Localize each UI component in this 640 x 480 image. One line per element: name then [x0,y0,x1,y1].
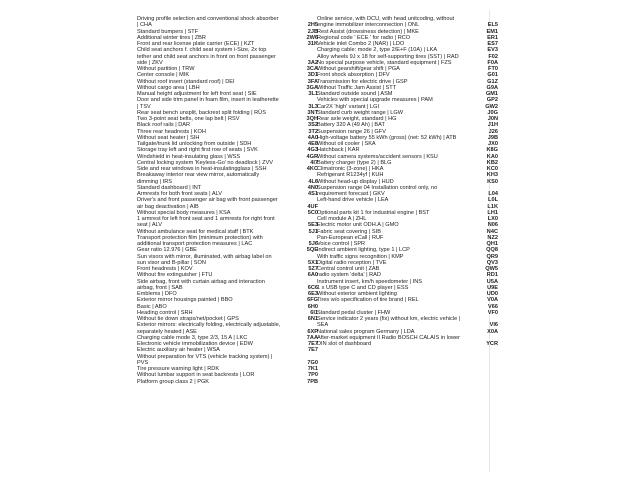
equipment-description: Front shock absorption | DFV [317,72,390,79]
equipment-code: 2W6 [306,34,318,41]
left-equipment-entry [137,354,318,367]
equipment-code: 5J1 [308,228,318,235]
equipment-code: 4GR [306,153,318,160]
equipment-code: QR9 [486,253,498,260]
equipment-description: Standard pedal cluster | FHW [317,309,391,316]
equipment-code: 5QE [306,247,318,254]
equipment-description: Online service, with DCU, with head unitcoding, without engine immobilizer interconnection | ONL [317,16,455,29]
equipment-description: Standard dashboard | INT [137,184,202,191]
equipment-code: 4A0 [307,134,318,141]
equipment-description: Vehicles with special upgrade measures | PAM [317,97,433,104]
equipment-description: Transmission for electric drive | GSP [317,78,408,85]
equipment-code: J0N [487,116,498,122]
equipment-code: 4S1 [308,191,318,197]
equipment-code: 2H5 [307,22,318,29]
equipment-description: Climatronic (3-zone) | HKA [317,166,384,172]
equipment-description: Heading control | SRH [137,309,193,316]
equipment-code: 7K1 [307,366,318,372]
equipment-description: Without fire extinguisher | FTU [137,272,213,279]
equipment-code: 3D1 [307,72,318,79]
equipment-code: QH1 [486,241,498,247]
equipment-code: JX0 [488,141,498,147]
equipment-description: Door and side trim panel in foam film, insert in leatherette | TSV [137,97,279,110]
equipment-code: U5A [486,278,498,285]
equipment-description: Without oil cooler | SKA [317,141,376,147]
equipment-code: 4KC [306,166,318,172]
right-equipment-entry [317,335,498,348]
equipment-description: Without special body measures | KSA [137,209,231,216]
equipment-code: 31K [307,41,318,47]
equipment-description: Without gearshift/gear shift | PGA [317,66,400,72]
equipment-description: Standard bumpers | STF [137,28,199,35]
equipment-description: Breakaway interior rear view mirror, automatically dimming | IRS [137,172,260,185]
equipment-code: VI6 [489,322,498,329]
equipment-description: Black roof rails | DAR [137,122,191,129]
left-equipment-entry [137,172,318,185]
equipment-description: Tires w/o specification of tire brand | REL [317,297,419,304]
equipment-code: G1Z [487,78,498,85]
equipment-description: Exterior mirror housings painted | BBO [137,297,233,304]
equipment-code: GM1 [485,91,498,97]
equipment-code: 3NT [307,109,318,116]
equipment-code: EM1 [486,28,498,35]
left-equipment-entry [137,379,318,385]
equipment-description: Service indicator 2 years (fix) without km, electric vehicle | SEA [317,316,461,329]
equipment-description: Without roof insert (standard roof) | DEI [137,78,235,85]
equipment-code: 4N0 [307,184,318,191]
equipment-description: Exterior mirrors: electrically folding, electrically adjustable, separately heated | ASE [137,322,281,335]
equipment-description: Battery charger (type 2) | BLG [317,159,392,166]
equipment-description: No special purpose vehicle, standard equipment | FZS [317,59,452,66]
equipment-code: 6E3 [308,291,318,297]
equipment-code: KS0 [487,178,498,185]
equipment-description: Armrests for both front seats | ALV [137,191,222,197]
equipment-code: 6C6 [307,284,318,291]
equipment-description: Basic | ABO [137,303,167,310]
equipment-description: Gear ratio 12.976 | GBE [137,247,197,254]
equipment-code: YCR [486,341,498,347]
equipment-code: 6N1 [307,316,318,322]
equipment-code: 2JB [307,28,318,35]
equipment-description: Without lumbar support in seat backrests | LOR [137,372,255,379]
right-equipment-entry [317,185,498,198]
left-equipment-entry [137,235,318,248]
equipment-code: QV3 [486,259,498,266]
equipment-description: Additional winter tires | ZBR [137,34,206,41]
equipment-description: Without preparation for VTS (vehicle tracking system) | PVS [137,353,273,366]
equipment-code: 7E7 [308,341,318,347]
equipment-description: Center console | MIK [137,72,190,79]
equipment-code: 5J6 [308,241,318,247]
equipment-code: QW5 [485,266,498,272]
equipment-description: Vehicle inlet Combo 2 (NAR) | LDO [317,41,405,47]
equipment-code: 3QH [306,116,318,122]
equipment-code: NZ2 [487,234,498,241]
equipment-code: 3L3 [308,103,318,110]
equipment-code: EV3 [487,47,498,54]
equipment-code: VF0 [487,309,498,316]
equipment-code: KA0 [486,153,498,160]
equipment-description: Driver's and front passenger air bag with front passenger air bag deactivation | AIB [137,197,278,210]
equipment-code: G9A [486,84,498,91]
equipment-description: Front and rear license plate carrier (ECE) | KZT [137,41,255,47]
equipment-code: 5Z7 [308,266,318,272]
equipment-code: FT0 [488,66,498,72]
equipment-code: LH1 [487,209,498,216]
equipment-code: LX0 [487,216,498,222]
equipment-description: National sales program Germany | LDA [317,328,415,335]
equipment-code: 6H0 [307,303,318,310]
equipment-code: J9B [487,134,498,141]
equipment-description: Electronic vehicle immobilization device | EDW [137,341,253,347]
equipment-description: Without exterior ambient lighting [317,291,397,297]
equipment-description: Electric motor unit ODH.A | GMO [317,222,399,229]
equipment-description: Electric auxiliary air heater | WSA [137,347,220,354]
equipment-code: K8G [486,147,498,154]
equipment-description: Left-hand drive vehicle | LEA [317,197,389,204]
equipment-code: EL5 [487,22,498,29]
equipment-code: KB2 [486,159,498,166]
equipment-code: KH3 [486,172,498,179]
equipment-description: Alloy wheels 9J x 18 for self-supporting tires (SST) | RAD [317,53,459,60]
right-equipment-entry [317,16,498,29]
equipment-description: Without camera systems/accident sensors | KSU [317,153,438,160]
equipment-description: Child seat anchors f. child seat system i-Size, 2x top tether and child seat anchors in front on front passenger side | ZKV [137,47,276,66]
equipment-description: Digital radio reception | TVE [317,259,387,266]
equipment-code: GW2 [485,103,498,110]
equipment-code: 6A0 [307,272,318,279]
left-equipment-entry [137,216,318,229]
equipment-code: 3L1 [308,91,318,97]
equipment-description: Voice control | SPR [317,241,366,247]
equipment-description: Windshield in heat-insulating glass | WSS [137,153,241,160]
equipment-description: Central locking system 'Keyless-Go' no deadlock | ZVV [137,159,274,166]
equipment-description: High-voltage battery 55 kWh (gross) (net: 52 kWh) | ATB [317,134,457,141]
equipment-code: G01 [487,72,498,79]
equipment-code: 7P0 [308,372,318,379]
equipment-description: Without partition | TRW [137,66,195,72]
equipment-code: J0G [487,109,498,116]
equipment-description: Driving profile selection and conventional shock absorber | CHA [137,16,279,29]
equipment-description: Rear axle weight, standard | HG [317,116,397,122]
equipment-code: ER1 [487,34,498,41]
equipment-code: 7G0 [307,359,318,366]
equipment-code: X0A [487,328,498,335]
equipment-description: Fabric seat covering | SIB [317,228,381,235]
equipment-description: Two 3-point seat belts, one lap belt | RSV [137,116,240,122]
equipment-description: Refrigerant R1234yf | KUH [317,172,384,179]
equipment-code: UD0 [486,291,498,297]
equipment-code: KC0 [486,166,498,172]
equipment-code: 6FG [307,297,318,304]
equipment-code: GP2 [486,97,498,104]
equipment-code: L1K [487,203,498,210]
equipment-code: J1H [487,122,498,129]
equipment-description: Front headrests | KOV [137,266,193,272]
equipment-code: RD1 [486,272,498,279]
equipment-description: Rest Assist (drowsiness detection) | MKE [317,28,419,35]
equipment-description: Hatchback | KAR [317,147,360,154]
equipment-description: Pan-European eCall | RUF [317,234,384,241]
equipment-description: Rear seat bench unsplit, backrest split folding | RÜS [137,109,266,116]
equipment-code: 4UF [307,203,318,210]
equipment-description: Central control unit | ZAB [317,266,380,272]
equipment-description: Manual height adjustment for left front seat | SIE [137,91,257,97]
equipment-code: 5X1 [308,259,318,266]
equipment-description: After-market equipment II Radio BOSCH CALAIS in lower DIN slot of dashboard [317,334,461,347]
equipment-code: 6XP [307,328,318,335]
left-equipment-entry [137,97,318,110]
equipment-description: Three rear headrests | KOH [137,128,206,135]
equipment-code: F0A [487,59,498,66]
equipment-code: 5C0 [307,209,318,216]
left-equipment-entry [137,279,318,292]
equipment-code: 3CA [306,66,318,72]
equipment-description: Platform group class 2 | PGK [137,378,210,385]
equipment-code: 4G3 [307,147,318,154]
equipment-code: 6I1 [310,309,318,316]
equipment-description: Regional code ' ECE ' for radio | RCO [317,34,411,41]
equipment-description: Indirect ambient lighting, type 1 | LCP [317,247,410,254]
left-code-column [137,16,318,385]
equipment-description: 1 armrest for left front seat and 1 armrests for right front seat | ALV [137,216,275,229]
equipment-description: Standard curb weight range | LGW [317,109,404,116]
equipment-description: Transport protection film (minimum protection) with additional transport protection measures | LAC [137,234,263,247]
equipment-code: 3A2 [307,59,318,66]
equipment-code: V66 [488,303,498,310]
equipment-code: J26 [488,128,498,135]
equipment-description: 1 x USB type C and CD player | ESS [317,284,409,291]
equipment-code: 5E3 [308,222,318,229]
equipment-description: Storage tray left and right first row of seats | SVK [137,147,258,154]
equipment-description: Suspension range 26 | GFV [317,128,386,135]
equipment-description: Standard outside sound | ASM [317,91,393,97]
equipment-description: Battery 320 A (49 Ah) | BAT [317,122,385,129]
equipment-code: 3S2 [308,122,318,129]
equipment-description: radio system 'delta' | RAD [317,272,381,279]
equipment-description: Car2X 'high' variant | LGI [317,103,380,110]
equipment-description: Optional parts kit 1 for industrial engine | BST [317,209,430,216]
equipment-description: Cell module A | ZHL [317,216,367,222]
equipment-description: Without head-up display | HUD [317,178,394,185]
equipment-code: QQ8 [486,247,498,254]
equipment-description: Side and rear windows in heat-insulatingglass | SSH [137,166,267,172]
equipment-code: 4E8 [308,141,318,147]
equipment-code: F02 [488,53,498,60]
equipment-code: 7PB [307,378,318,385]
equipment-description: Emblems | DFO [137,291,177,297]
equipment-code: 4L6 [308,178,318,185]
equipment-description: With traffic signs recognition | KMP [317,253,404,260]
equipment-code: N06 [487,222,498,229]
left-equipment-entry [137,16,318,29]
equipment-description: Instrument insert, km/h speedometer | INS [317,278,422,285]
equipment-code: ES7 [487,41,498,47]
left-equipment-entry [137,197,318,210]
equipment-description: Suspension range 04 Installation control only, no requirement forecast | GKV [317,184,438,197]
equipment-description: Sun visors with mirror, illuminated, with airbag label on sun visor and B-pillar | SON [137,253,272,266]
equipment-code: 7AA [306,334,318,341]
equipment-code: L0L [488,197,498,204]
left-equipment-entry [137,322,318,335]
equipment-description: Without Traffic Jam Assist | STT [317,84,397,91]
equipment-code: 4I7 [310,159,318,166]
equipment-code: V0A [487,297,498,304]
equipment-description: Without seat heater | SIH [137,134,200,141]
equipment-description: Charging cable mode 3, type 2/3, 15 A | LKC [137,334,248,341]
equipment-code: 7E7 [308,347,318,354]
equipment-description: Tailgate/trunk lid unlocking from outside | SDH [137,141,252,147]
equipment-code: 3FA [307,78,318,85]
equipment-code: L04 [488,191,498,197]
equipment-description: Charging cable: mode 2, type 2/E+F (10A) | LKA [317,47,438,54]
equipment-code: 3GA [306,84,318,91]
equipment-description: Without tie down straps/net/pocket | GPS [137,316,239,322]
right-code-column [317,16,498,347]
equipment-description: Tire pressure warning light | RDK [137,366,220,372]
equipment-code: N4C [486,228,498,235]
equipment-description: Without ambulance seat for medical staff | BTK [137,228,254,235]
equipment-code: 3T2 [308,128,318,135]
equipment-code: U9E [487,284,498,291]
left-equipment-entry [137,254,318,267]
left-equipment-entry [137,47,318,66]
equipment-description: Side airbag, front with curtain airbag and interaction airbag, front | SAB [137,278,265,291]
equipment-description: Without cargo area | LBH [137,84,200,91]
right-equipment-entry [317,316,498,329]
